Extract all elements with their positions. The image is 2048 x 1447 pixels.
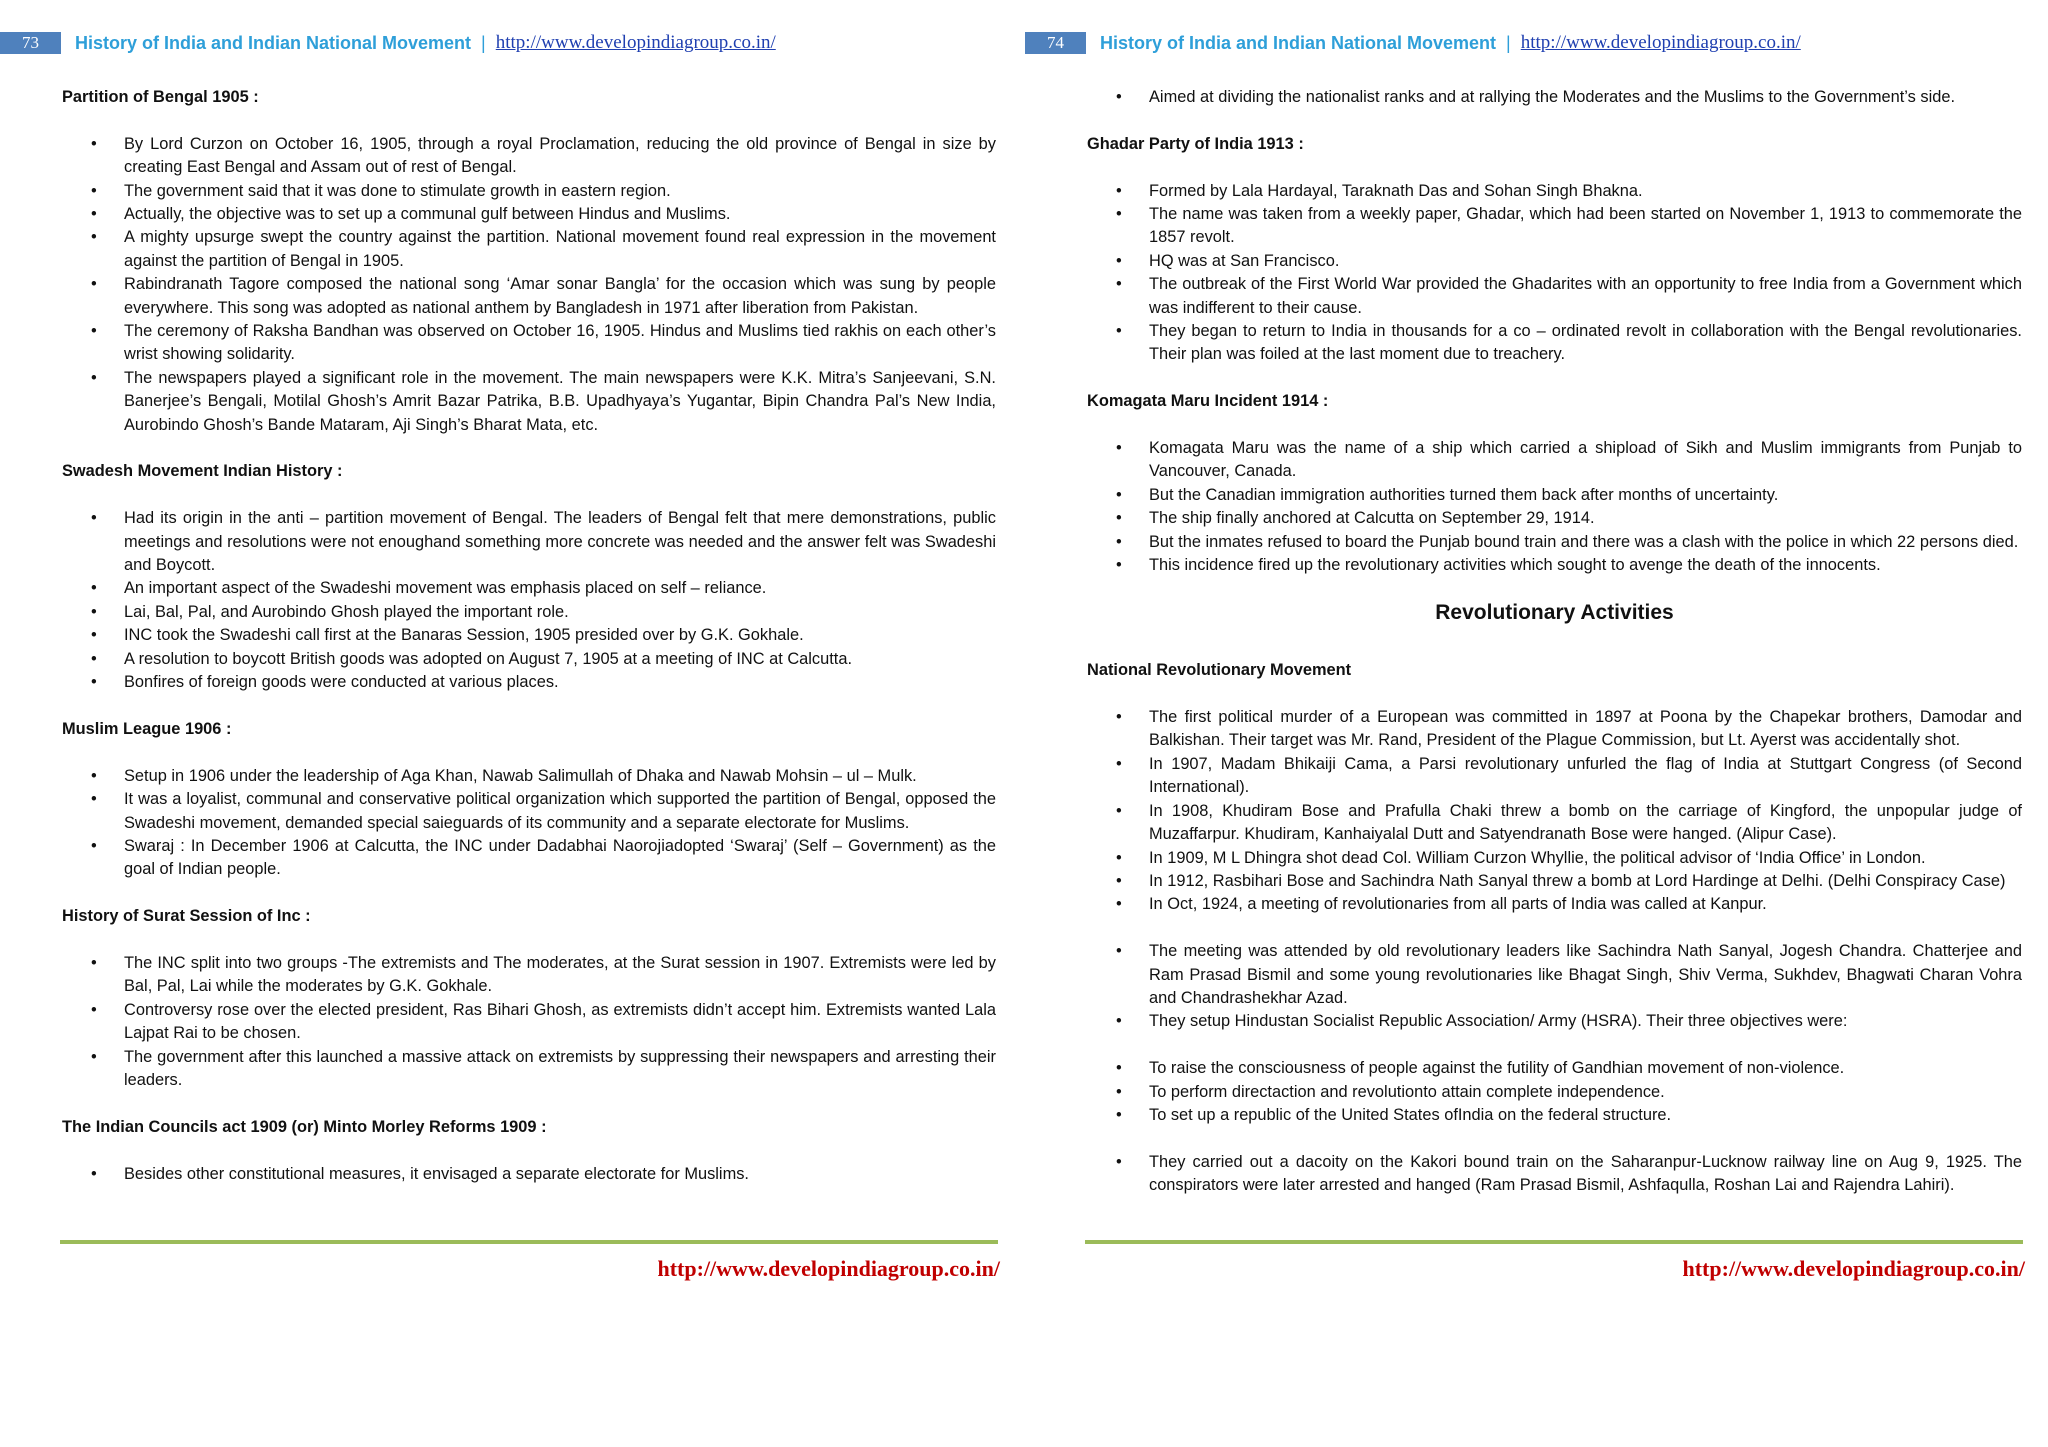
bullet-list <box>62 133 996 437</box>
list-item: • In Oct, 1924, a meeting of revolutionaries from all parts of India was called at Kanpur. <box>1087 893 2022 916</box>
list-item: • A resolution to boycott British goods was adopted on August 7, 1905 at a meeting of INC at Calcutta. <box>62 648 996 671</box>
page-header <box>0 30 776 56</box>
section-heading: Komagata Maru Incident 1914 : <box>1087 392 1329 411</box>
list-item: • In 1912, Rasbihari Bose and Sachindra Nath Sanyal threw a bomb at Lord Hardinge at Delhi. (Delhi Conspiracy Case) <box>1087 870 2022 893</box>
bullet-list <box>62 765 996 882</box>
list-item: • This incidence fired up the revolutionary activities which sought to avenge the death of the innocents. <box>1087 554 2022 577</box>
bullet-list <box>62 507 996 694</box>
header-separator: | <box>481 32 486 53</box>
list-item: • In 1907, Madam Bhikaiji Cama, a Parsi revolutionary unfurled the flag of India at Stuttgart Congress (of Second International). <box>1087 753 2022 800</box>
list-item: • But the Canadian immigration authorities turned them back after months of uncertainty. <box>1087 484 2022 507</box>
list-item: • The outbreak of the First World War provided the Ghadarites with an opportunity to free India from a Government which was indifferent to their cause. <box>1087 273 2022 320</box>
list-item: • INC took the Swadeshi call first at the Banaras Session, 1905 presided over by G.K. Gokhale. <box>62 624 996 647</box>
bullet-list <box>1087 1151 2022 1198</box>
list-item: • To set up a republic of the United States ofIndia on the federal structure. <box>1087 1104 2022 1127</box>
footer-rule <box>1085 1240 2023 1244</box>
right-page-content <box>1087 86 2022 1198</box>
list-item: • Lai, Bal, Pal, and Aurobindo Ghosh played the important role. <box>62 601 996 624</box>
list-item: • They began to return to India in thousands for a co – ordinated revolt in collaboration with the Bengal revolutionaries. Their plan was foiled at the last moment due to treachery. <box>1087 320 2022 367</box>
list-item: • Rabindranath Tagore composed the national song ‘Amar sonar Bangla’ for the occasion which was sung by people everywhere. This song was adopted as national anthem by Bangladesh in 1971 after liberation from Pakistan. <box>62 273 996 320</box>
list-item: • An important aspect of the Swadeshi movement was emphasis placed on self – reliance. <box>62 577 996 600</box>
list-item: • The ship finally anchored at Calcutta on September 29, 1914. <box>1087 507 2022 530</box>
list-item: • They setup Hindustan Socialist Republic Association/ Army (HSRA). Their three objectives were: <box>1087 1010 2022 1033</box>
header-link[interactable]: http://www.developindiagroup.co.in/ <box>495 32 776 53</box>
footer-link[interactable]: http://www.developindiagroup.co.in/ <box>1682 1256 2025 1281</box>
list-item: • Controversy rose over the elected president, Ras Bihari Ghosh, as extremists didn’t accept him. Extremists wanted Lala Lajpat Rai to be chosen. <box>62 999 996 1046</box>
list-item: • To perform directaction and revolutionto attain complete independence. <box>1087 1081 2022 1104</box>
footer-rule <box>60 1240 998 1244</box>
bullet-list <box>1087 437 2022 577</box>
list-item: • The ceremony of Raksha Bandhan was observed on October 16, 1905. Hindus and Muslims tied rakhis on each other’s wrist showing solidarity. <box>62 320 996 367</box>
list-item: • Besides other constitutional measures, it envisaged a separate electorate for Muslims. <box>62 1163 996 1186</box>
list-item: • Formed by Lala Hardayal, Taraknath Das and Sohan Singh Bhakna. <box>1087 180 2022 203</box>
list-item: • Aimed at dividing the nationalist ranks and at rallying the Moderates and the Muslims to the Government’s side. <box>1087 86 2022 109</box>
list-item: • In 1908, Khudiram Bose and Prafulla Chaki threw a bomb on the carriage of Kingford, the unpopular judge of Muzaffarpur. Khudiram, Kanhaiyalal Dutt and Satyendranath Bose were hanged. (Alipur Case). <box>1087 800 2022 847</box>
bullet-list <box>1087 180 2022 367</box>
list-item: • Komagata Maru was the name of a ship which carried a shipload of Sikh and Muslim immigrants from Punjab to Vancouver, Canada. <box>1087 437 2022 484</box>
bullet-list <box>62 1163 996 1186</box>
bullet-list <box>1087 940 2022 1034</box>
list-item: • HQ was at San Francisco. <box>1087 250 2022 273</box>
list-item: • Had its origin in the anti – partition movement of Bengal. The leaders of Bengal felt that mere demonstrations, public meetings and resolutions were not enoughand something more concrete was needed and the answer felt was Swadeshi and Boycott. <box>62 507 996 577</box>
header-title: History of India and Indian National Movement <box>1100 32 1497 53</box>
list-item: • Bonfires of foreign goods were conducted at various places. <box>62 671 996 694</box>
section-heading: The Indian Councils act 1909 (or) Minto Morley Reforms 1909 : <box>62 1117 547 1136</box>
list-item: • The government said that it was done to stimulate growth in eastern region. <box>62 180 996 203</box>
section-heading: Ghadar Party of India 1913 : <box>1087 134 1304 153</box>
page-header <box>1025 30 1801 56</box>
bullet-list <box>62 952 996 1092</box>
bullet-list <box>1087 1057 2022 1127</box>
bullet-list <box>1087 706 2022 917</box>
footer-link[interactable]: http://www.developindiagroup.co.in/ <box>657 1256 1000 1281</box>
list-item: • The meeting was attended by old revolutionary leaders like Sachindra Nath Sanyal, Jogesh Chandra. Chatterjee and Ram Prasad Bismil and some young revolutionaries like Bhagat Singh, Shiv Verma, Sukhdev, Bhagwati Charan Vohra and Chandrashekhar Azad. <box>1087 940 2022 1010</box>
header-title: History of India and Indian National Movement <box>75 32 472 53</box>
list-item: • The INC split into two groups -The extremists and The moderates, at the Surat session in 1907. Extremists were led by Bal, Pal, Lai while the moderates by G.K. Gokhale. <box>62 952 996 999</box>
list-item: • Actually, the objective was to set up a communal gulf between Hindus and Muslims. <box>62 203 996 226</box>
list-item: • It was a loyalist, communal and conservative political organization which supported the partition of Bengal, opposed the Swadeshi movement, demanded special saieguards of its community and a separate electorate for Muslims. <box>62 788 996 835</box>
right-page <box>1025 0 2035 1447</box>
list-item: • A mighty upsurge swept the country against the partition. National movement found real expression in the movement against the partition of Bengal in 1905. <box>62 226 996 273</box>
list-item: • The first political murder of a European was committed in 1897 at Poona by the Chapekar brothers, Damodar and Balkishan. Their target was Mr. Rand, President of the Plague Commission, but Lt. Ayerst was accidentally shot. <box>1087 706 2022 753</box>
header-link[interactable]: http://www.developindiagroup.co.in/ <box>1520 32 1801 53</box>
list-item: • They carried out a dacoity on the Kakori bound train on the Saharanpur-Lucknow railway line on Aug 9, 1925. The conspirators were later arrested and hanged (Ram Prasad Bismil, Ashfaqulla, Roshan Lai and Rajendra Lahiri). <box>1087 1151 2022 1198</box>
section-heading: Partition of Bengal 1905 : <box>62 88 259 106</box>
list-item: • Setup in 1906 under the leadership of Aga Khan, Nawab Salimullah of Dhaka and Nawab Mohsin – ul – Mulk. <box>62 765 996 788</box>
section-title: Revolutionary Activities <box>1435 600 1674 624</box>
section-heading: Swadesh Movement Indian History : <box>62 462 343 481</box>
header-separator: | <box>1506 32 1511 53</box>
page-number: 73 <box>0 32 61 54</box>
left-page-content <box>62 86 996 1209</box>
list-item: • The government after this launched a massive attack on extremists by suppressing their newspapers and arresting their leaders. <box>62 1046 996 1093</box>
list-item: • Swaraj : In December 1906 at Calcutta, the INC under Dadabhai Naorojiadopted ‘Swaraj’ (Self – Government) as the goal of Indian people. <box>62 835 996 882</box>
list-item: • By Lord Curzon on October 16, 1905, through a royal Proclamation, reducing the old province of Bengal in size by creating East Bengal and Assam out of rest of Bengal. <box>62 133 996 180</box>
section-heading: Muslim League 1906 : <box>62 719 232 738</box>
page-number: 74 <box>1025 32 1086 54</box>
bullet-list <box>1087 86 2022 109</box>
list-item: • But the inmates refused to board the Punjab bound train and there was a clash with the police in which 22 persons died. <box>1087 531 2022 554</box>
section-heading: National Revolutionary Movement <box>1087 661 1352 680</box>
list-item: • The name was taken from a weekly paper, Ghadar, which had been started on November 1, 1913 to commemorate the 1857 revolt. <box>1087 203 2022 250</box>
list-item: • In 1909, M L Dhingra shot dead Col. William Curzon Whyllie, the political advisor of ‘India Office’ in London. <box>1087 847 2022 870</box>
section-heading: History of Surat Session of Inc : <box>62 907 311 926</box>
list-item: • To raise the consciousness of people against the futility of Gandhian movement of non-violence. <box>1087 1057 2022 1080</box>
left-page <box>0 0 1010 1447</box>
list-item: • The newspapers played a significant role in the movement. The main newspapers were K.K. Mitra’s Sanjeevani, S.N. Banerjee’s Bengali, Motilal Ghosh’s Amrit Bazar Patrika, B.B. Upadhyaya’s Yugantar, Bipin Chandra Pal’s New India, Aurobindo Ghosh’s Bande Mataram, Aji Singh’s Bharat Mata, etc. <box>62 367 996 437</box>
